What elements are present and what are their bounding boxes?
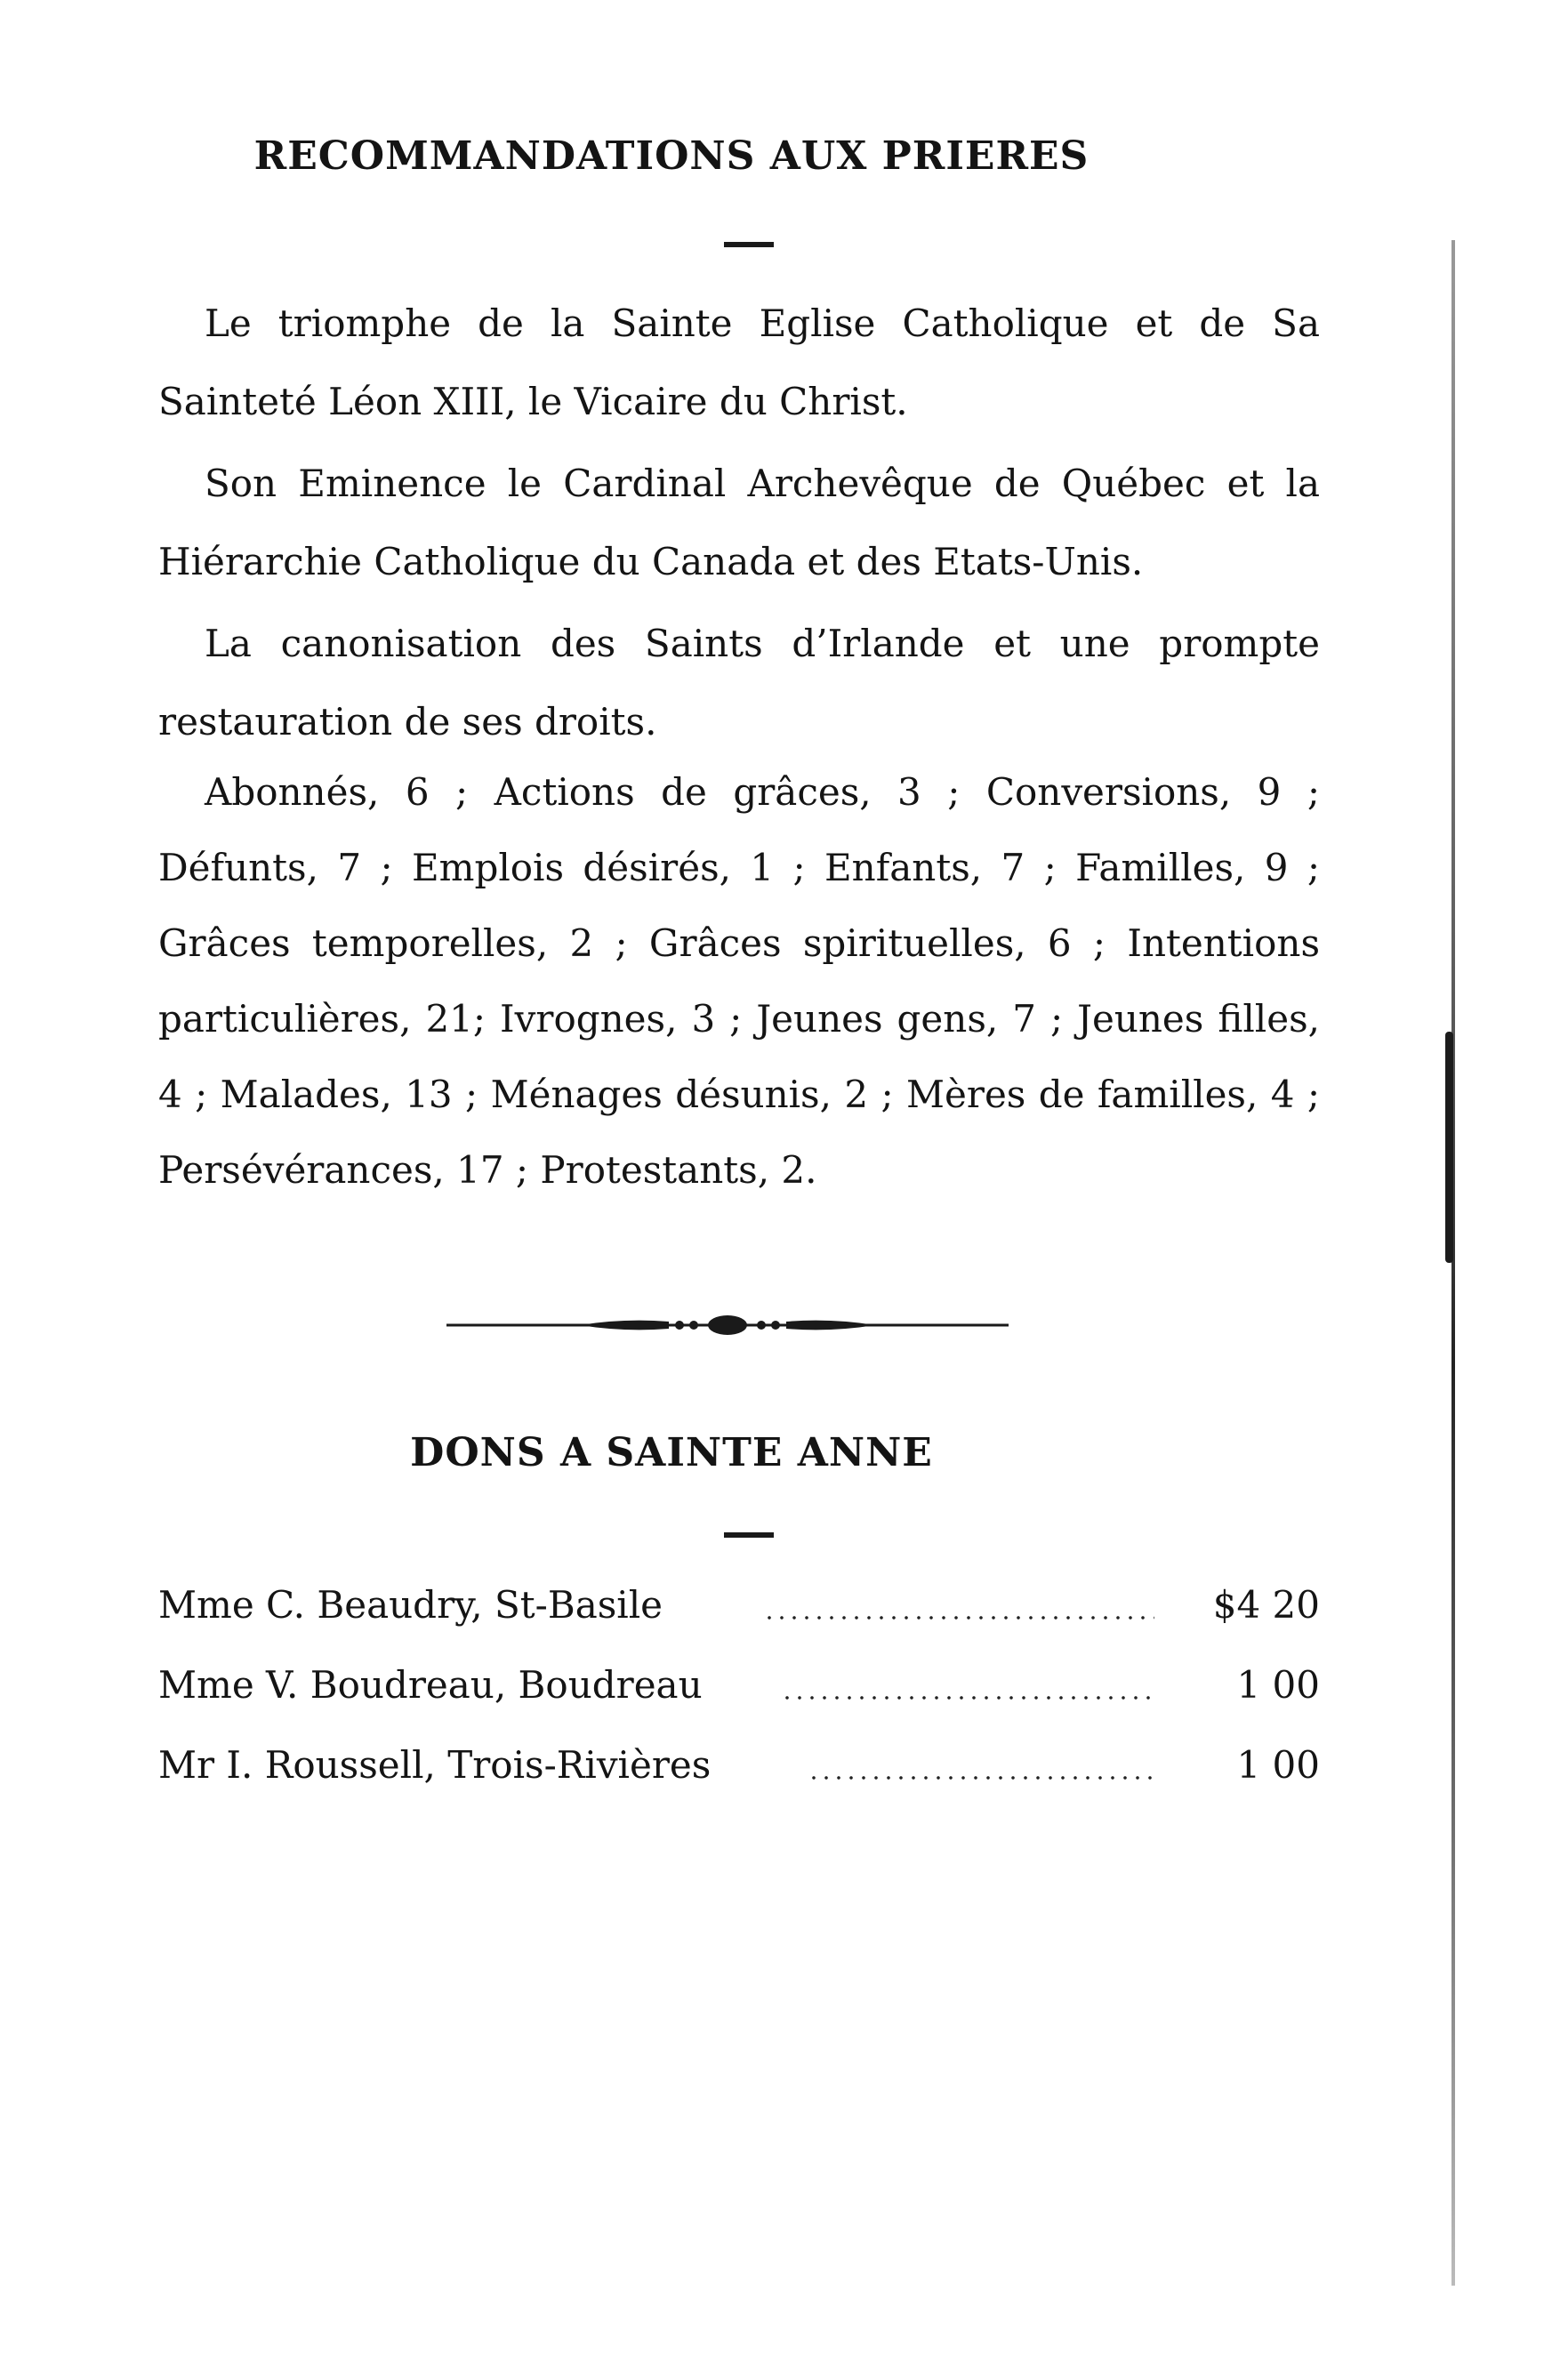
- donations-title: DONS A SAINTE ANNE: [410, 1430, 933, 1475]
- ornament-center: [708, 1315, 747, 1335]
- donation-amount: 1 00: [1236, 1743, 1320, 1787]
- dot-leaders: [808, 1775, 1154, 1780]
- donor-name: Mme V. Boudreau, Boudreau: [158, 1663, 703, 1707]
- donation-amount: 1 00: [1236, 1663, 1320, 1707]
- intentions-list-paragraph: Abonnés, 6 ; Actions de grâces, 3 ; Conversions, 9 ; Défunts, 7 ; Emplois désirés, 1 ; Enfants, 7 ; Familles, 9 ; Grâces temporelles, 2 ; Grâces spirituelles, 6 ; Intentions particulières, 21; Ivrognes, 3 ; Jeunes gens, 7 ; Jeunes filles, 4 ; Malades, 13 ; Ménages désunis, 2 ; Mères de familles, 4 ; Persévérances, 17 ; Protestants, 2.: [158, 770, 1320, 1192]
- page-edge-mark: [1445, 1032, 1453, 1263]
- recommendations-title: RECOMMANDATIONS AUX PRIERES: [253, 133, 1090, 179]
- title-rule: [724, 242, 774, 247]
- ornament-dot: [771, 1321, 780, 1330]
- dot-leaders: [781, 1695, 1154, 1700]
- ornament-left-swell: [580, 1321, 669, 1330]
- page-edge-line: [1451, 240, 1455, 2286]
- ornament-dot: [757, 1321, 766, 1330]
- recommendation-paragraph: Son Eminence le Cardinal Archevêque de Québec et la Hiérarchie Catholique du Canada et des Etats-Unis.: [158, 462, 1320, 583]
- donor-name: Mme C. Beaudry, St-Basile: [158, 1583, 663, 1627]
- dot-leaders: [763, 1615, 1154, 1620]
- donation-row: [158, 1565, 1320, 1645]
- ornament-right-swell: [786, 1321, 875, 1330]
- donation-amount: $4 20: [1212, 1583, 1320, 1627]
- donation-row: [158, 1725, 1320, 1805]
- recommendation-paragraph: La canonisation des Saints d’Irlande et une prompte restauration de ses droits.: [158, 622, 1320, 743]
- recommendation-paragraph: Le triomphe de la Sainte Eglise Catholique et de Sa Sainteté Léon XIII, le Vicaire du Christ.: [158, 301, 1320, 423]
- ornamental-divider: [446, 1307, 1009, 1343]
- ornament-dot: [675, 1321, 684, 1330]
- title-rule: [724, 1532, 774, 1538]
- ornament-dot: [689, 1321, 698, 1330]
- donor-name: Mr I. Roussell, Trois-Rivières: [158, 1743, 712, 1787]
- donations-list: [158, 1565, 1320, 1805]
- donation-row: [158, 1645, 1320, 1725]
